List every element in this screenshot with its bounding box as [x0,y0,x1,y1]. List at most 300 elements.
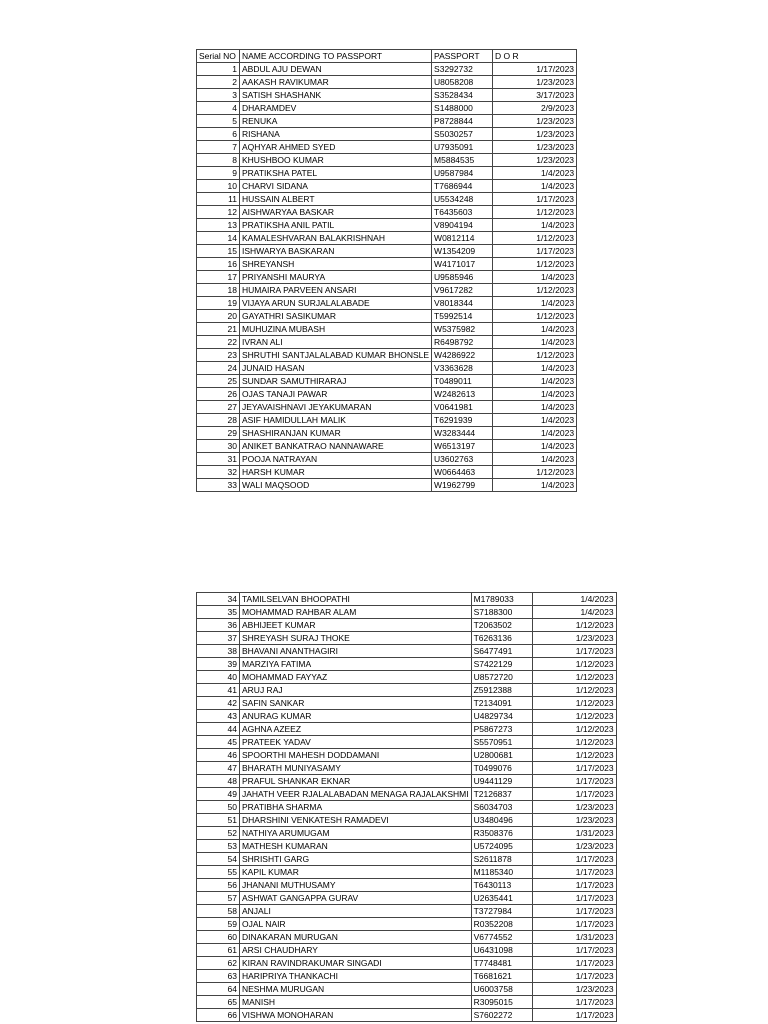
table-row [197,63,577,76]
serial-cell: 53 [197,840,240,853]
table-row [197,671,617,684]
passport-cell: T0499076 [471,762,532,775]
serial-cell: 65 [197,996,240,1009]
dor-cell: 1/12/2023 [532,697,616,710]
passport-cell: W0812114 [432,232,493,245]
passport-cell: P8728844 [432,115,493,128]
name-cell: MANISH [240,996,472,1009]
dor-cell: 1/12/2023 [493,310,577,323]
dor-cell: 1/12/2023 [532,749,616,762]
name-cell: VIJAYA ARUN SURJALALABADE [240,297,432,310]
name-cell: POOJA NATRAYAN [240,453,432,466]
serial-cell: 63 [197,970,240,983]
dor-cell: 1/17/2023 [532,853,616,866]
name-cell: RENUKA [240,115,432,128]
dor-cell: 1/4/2023 [532,593,616,606]
table-row [197,76,577,89]
header-dor: D O R [493,50,577,63]
serial-cell: 22 [197,336,240,349]
table-row [197,271,577,284]
name-cell: SATISH SHASHANK [240,89,432,102]
serial-cell: 56 [197,879,240,892]
serial-cell: 30 [197,440,240,453]
name-cell: AGHNA AZEEZ [240,723,472,736]
serial-cell: 31 [197,453,240,466]
dor-cell: 1/17/2023 [532,905,616,918]
dor-cell: 1/23/2023 [493,141,577,154]
dor-cell: 1/4/2023 [532,606,616,619]
table-row [197,892,617,905]
name-cell: JHANANI MUTHUSAMY [240,879,472,892]
dor-cell: 1/4/2023 [493,414,577,427]
dor-cell: 1/4/2023 [493,336,577,349]
dor-cell: 1/12/2023 [493,206,577,219]
passport-cell: M1185340 [471,866,532,879]
passport-cell: W6513197 [432,440,493,453]
dor-cell: 1/17/2023 [532,996,616,1009]
dor-cell: 1/12/2023 [493,284,577,297]
passport-cell: U7935091 [432,141,493,154]
serial-cell: 4 [197,102,240,115]
name-cell: MUHUZINA MUBASH [240,323,432,336]
passport-cell: R3508376 [471,827,532,840]
table-row [197,879,617,892]
passport-cell: V0641981 [432,401,493,414]
dor-cell: 1/23/2023 [532,801,616,814]
name-cell: DHARAMDEV [240,102,432,115]
name-cell: GAYATHRI SASIKUMAR [240,310,432,323]
serial-cell: 14 [197,232,240,245]
dor-cell: 1/23/2023 [493,115,577,128]
dor-cell: 1/17/2023 [532,1009,616,1022]
dor-cell: 1/4/2023 [493,271,577,284]
serial-cell: 29 [197,427,240,440]
table-row [197,245,577,258]
table-row [197,983,617,996]
passport-table-bottom [196,592,617,1022]
name-cell: MOHAMMAD RAHBAR ALAM [240,606,472,619]
serial-cell: 8 [197,154,240,167]
serial-cell: 36 [197,619,240,632]
dor-cell: 1/12/2023 [493,258,577,271]
table-row [197,736,617,749]
table-row [197,593,617,606]
passport-cell: R0352208 [471,918,532,931]
passport-cell: M1789033 [471,593,532,606]
name-cell: SHRISHTI GARG [240,853,472,866]
name-cell: AAKASH RAVIKUMAR [240,76,432,89]
passport-cell: V9617282 [432,284,493,297]
serial-cell: 50 [197,801,240,814]
name-cell: SHREYASH SURAJ THOKE [240,632,472,645]
serial-cell: 33 [197,479,240,492]
passport-cell: S2611878 [471,853,532,866]
name-cell: TAMILSELVAN BHOOPATHI [240,593,472,606]
name-cell: WALI MAQSOOD [240,479,432,492]
serial-cell: 46 [197,749,240,762]
serial-cell: 58 [197,905,240,918]
dor-cell: 2/9/2023 [493,102,577,115]
passport-cell: T6291939 [432,414,493,427]
table-row [197,658,617,671]
table-body-top [197,63,577,492]
serial-cell: 24 [197,362,240,375]
dor-cell: 1/4/2023 [493,427,577,440]
dor-cell: 1/12/2023 [493,466,577,479]
passport-cell: U5534248 [432,193,493,206]
passport-cell: U4829734 [471,710,532,723]
serial-cell: 10 [197,180,240,193]
passport-cell: T0489011 [432,375,493,388]
table-row [197,362,577,375]
name-cell: PRAFUL SHANKAR EKNAR [240,775,472,788]
serial-cell: 19 [197,297,240,310]
passport-cell: S3528434 [432,89,493,102]
name-cell: ANIKET BANKATRAO NANNAWARE [240,440,432,453]
dor-cell: 1/12/2023 [532,684,616,697]
name-cell: KAPIL KUMAR [240,866,472,879]
dor-cell: 1/23/2023 [532,632,616,645]
name-cell: CHARVI SIDANA [240,180,432,193]
passport-cell: T2126837 [471,788,532,801]
name-cell: HUSSAIN ALBERT [240,193,432,206]
name-cell: RISHANA [240,128,432,141]
dor-cell: 1/31/2023 [532,827,616,840]
name-cell: NESHMA MURUGAN [240,983,472,996]
serial-cell: 55 [197,866,240,879]
table-row [197,349,577,362]
serial-cell: 42 [197,697,240,710]
serial-cell: 6 [197,128,240,141]
table-row [197,180,577,193]
dor-cell: 1/23/2023 [493,76,577,89]
table-row [197,284,577,297]
name-cell: PRATIKSHA ANIL PATIL [240,219,432,232]
table-row [197,440,577,453]
name-cell: PRATIKSHA PATEL [240,167,432,180]
dor-cell: 1/4/2023 [493,375,577,388]
serial-cell: 11 [197,193,240,206]
passport-cell: W4286922 [432,349,493,362]
name-cell: ASHWAT GANGAPPA GURAV [240,892,472,905]
dor-cell: 1/17/2023 [532,879,616,892]
name-cell: HUMAIRA PARVEEN ANSARI [240,284,432,297]
serial-cell: 62 [197,957,240,970]
passport-cell: U5724095 [471,840,532,853]
table-row [197,840,617,853]
dor-cell: 1/17/2023 [532,762,616,775]
passport-cell: U2635441 [471,892,532,905]
passport-cell: T6430113 [471,879,532,892]
name-cell: HARIPRIYA THANKACHI [240,970,472,983]
name-cell: KAMALESHVARAN BALAKRISHNAH [240,232,432,245]
dor-cell: 1/4/2023 [493,180,577,193]
table-row [197,167,577,180]
name-cell: AISHWARYAA BASKAR [240,206,432,219]
passport-cell: V3363628 [432,362,493,375]
serial-cell: 43 [197,710,240,723]
passport-cell: U8572720 [471,671,532,684]
serial-cell: 23 [197,349,240,362]
dor-cell: 1/12/2023 [532,658,616,671]
serial-cell: 47 [197,762,240,775]
table-row [197,957,617,970]
passport-cell: V8904194 [432,219,493,232]
passport-cell: S5030257 [432,128,493,141]
passport-cell: S3292732 [432,63,493,76]
passport-cell: S7602272 [471,1009,532,1022]
dor-cell: 1/17/2023 [532,970,616,983]
table-row [197,944,617,957]
dor-cell: 1/12/2023 [532,736,616,749]
passport-cell: V8018344 [432,297,493,310]
dor-cell: 1/17/2023 [532,957,616,970]
name-cell: BHARATH MUNIYASAMY [240,762,472,775]
passport-cell: U6003758 [471,983,532,996]
table-row [197,453,577,466]
serial-cell: 44 [197,723,240,736]
table-row [197,632,617,645]
table-row [197,853,617,866]
passport-cell: W4171017 [432,258,493,271]
serial-cell: 52 [197,827,240,840]
table-row [197,905,617,918]
serial-cell: 15 [197,245,240,258]
name-cell: PRATEEK YADAV [240,736,472,749]
name-cell: ANJALI [240,905,472,918]
name-cell: OJAS TANAJI PAWAR [240,388,432,401]
passport-cell: U2800681 [471,749,532,762]
passport-cell: S6477491 [471,645,532,658]
table-row [197,466,577,479]
table-row [197,918,617,931]
dor-cell: 1/17/2023 [532,866,616,879]
header-serial: Serial NO [197,50,240,63]
table-row [197,206,577,219]
serial-cell: 49 [197,788,240,801]
serial-cell: 51 [197,814,240,827]
table-row [197,684,617,697]
serial-cell: 28 [197,414,240,427]
table-row [197,219,577,232]
table-row [197,762,617,775]
name-cell: SHREYANSH [240,258,432,271]
dor-cell: 1/4/2023 [493,219,577,232]
table-row [197,128,577,141]
serial-cell: 66 [197,1009,240,1022]
header-name: NAME ACCORDING TO PASSPORT [240,50,432,63]
dor-cell: 1/4/2023 [493,401,577,414]
serial-cell: 35 [197,606,240,619]
table-row [197,154,577,167]
passport-cell: R6498792 [432,336,493,349]
dor-cell: 1/12/2023 [532,710,616,723]
table-row [197,827,617,840]
name-cell: ABDUL AJU DEWAN [240,63,432,76]
serial-cell: 2 [197,76,240,89]
serial-cell: 38 [197,645,240,658]
table-row [197,115,577,128]
table-row [197,297,577,310]
dor-cell: 1/4/2023 [493,323,577,336]
serial-cell: 3 [197,89,240,102]
table-row [197,606,617,619]
table-row [197,723,617,736]
name-cell: JEYAVAISHNAVI JEYAKUMARAN [240,401,432,414]
name-cell: JAHATH VEER RJALALABADAN MENAGA RAJALAKSHMI [240,788,472,801]
name-cell: ABHIJEET KUMAR [240,619,472,632]
passport-cell: T7748481 [471,957,532,970]
serial-cell: 12 [197,206,240,219]
table-row [197,141,577,154]
serial-cell: 60 [197,931,240,944]
table-row [197,258,577,271]
serial-cell: 45 [197,736,240,749]
passport-cell: S6034703 [471,801,532,814]
serial-cell: 61 [197,944,240,957]
passport-cell: S7422129 [471,658,532,671]
table-body-bottom [197,593,617,1022]
serial-cell: 13 [197,219,240,232]
dor-cell: 1/12/2023 [532,619,616,632]
dor-cell: 1/17/2023 [493,193,577,206]
passport-cell: P5867273 [471,723,532,736]
dor-cell: 1/4/2023 [493,297,577,310]
table-row [197,619,617,632]
dor-cell: 1/23/2023 [532,983,616,996]
table-row [197,375,577,388]
table-row [197,697,617,710]
passport-cell: U9587984 [432,167,493,180]
dor-cell: 1/23/2023 [493,154,577,167]
name-cell: ANURAG KUMAR [240,710,472,723]
dor-cell: 1/17/2023 [493,63,577,76]
passport-cell: V6774552 [471,931,532,944]
name-cell: AQHYAR AHMED SYED [240,141,432,154]
dor-cell: 1/4/2023 [493,362,577,375]
name-cell: PRATIBHA SHARMA [240,801,472,814]
table-row [197,427,577,440]
name-cell: SHASHIRANJAN KUMAR [240,427,432,440]
name-cell: SAFIN SANKAR [240,697,472,710]
dor-cell: 1/12/2023 [493,232,577,245]
table-row [197,401,577,414]
passport-cell: M5884535 [432,154,493,167]
name-cell: MATHESH KUMARAN [240,840,472,853]
passport-cell: T6435603 [432,206,493,219]
dor-cell: 1/17/2023 [532,775,616,788]
dor-cell: 1/12/2023 [532,671,616,684]
passport-cell: S5570951 [471,736,532,749]
passport-cell: U9585946 [432,271,493,284]
dor-cell: 3/17/2023 [493,89,577,102]
table-row [197,788,617,801]
serial-cell: 39 [197,658,240,671]
serial-cell: 16 [197,258,240,271]
passport-cell: T6263136 [471,632,532,645]
name-cell: NATHIYA ARUMUGAM [240,827,472,840]
serial-cell: 37 [197,632,240,645]
dor-cell: 1/17/2023 [532,892,616,905]
serial-cell: 18 [197,284,240,297]
dor-cell: 1/12/2023 [493,349,577,362]
header-passport: PASSPORT [432,50,493,63]
passport-cell: S7188300 [471,606,532,619]
table-row [197,645,617,658]
name-cell: KIRAN RAVINDRAKUMAR SINGADI [240,957,472,970]
name-cell: HARSH KUMAR [240,466,432,479]
table-row [197,970,617,983]
table-row [197,232,577,245]
name-cell: PRIYANSHI MAURYA [240,271,432,284]
passport-cell: T3727984 [471,905,532,918]
passport-cell: W1354209 [432,245,493,258]
serial-cell: 26 [197,388,240,401]
passport-cell: S1488000 [432,102,493,115]
name-cell: IVRAN ALI [240,336,432,349]
dor-cell: 1/4/2023 [493,453,577,466]
dor-cell: 1/17/2023 [493,245,577,258]
serial-cell: 17 [197,271,240,284]
table-row [197,1009,617,1022]
dor-cell: 1/23/2023 [532,840,616,853]
table-row [197,89,577,102]
name-cell: JUNAID HASAN [240,362,432,375]
serial-cell: 57 [197,892,240,905]
table-row [197,996,617,1009]
passport-cell: T5992514 [432,310,493,323]
table-row [197,931,617,944]
passport-cell: W3283444 [432,427,493,440]
serial-cell: 5 [197,115,240,128]
name-cell: ASIF HAMIDULLAH MALIK [240,414,432,427]
passport-cell: Z5912388 [471,684,532,697]
passport-cell: T2134091 [471,697,532,710]
passport-table-top [196,49,577,492]
name-cell: ISHWARYA BASKARAN [240,245,432,258]
name-cell: DINAKARAN MURUGAN [240,931,472,944]
serial-cell: 40 [197,671,240,684]
name-cell: MARZIYA FATIMA [240,658,472,671]
passport-cell: U3480496 [471,814,532,827]
passport-cell: U3602763 [432,453,493,466]
passport-cell: U8058208 [432,76,493,89]
passport-cell: T7686944 [432,180,493,193]
dor-cell: 1/17/2023 [532,645,616,658]
serial-cell: 34 [197,593,240,606]
name-cell: SHRUTHI SANTJALALABAD KUMAR BHONSLE [240,349,432,362]
serial-cell: 32 [197,466,240,479]
dor-cell: 1/12/2023 [532,723,616,736]
name-cell: SPOORTHI MAHESH DODDAMANI [240,749,472,762]
passport-cell: U9441129 [471,775,532,788]
table-row [197,814,617,827]
dor-cell: 1/4/2023 [493,388,577,401]
serial-cell: 54 [197,853,240,866]
passport-cell: W1962799 [432,479,493,492]
dor-cell: 1/31/2023 [532,931,616,944]
table-row [197,193,577,206]
serial-cell: 27 [197,401,240,414]
dor-cell: 1/4/2023 [493,479,577,492]
serial-cell: 1 [197,63,240,76]
passport-cell: W5375982 [432,323,493,336]
serial-cell: 21 [197,323,240,336]
dor-cell: 1/4/2023 [493,167,577,180]
dor-cell: 1/4/2023 [493,440,577,453]
table-row [197,310,577,323]
table-row [197,479,577,492]
